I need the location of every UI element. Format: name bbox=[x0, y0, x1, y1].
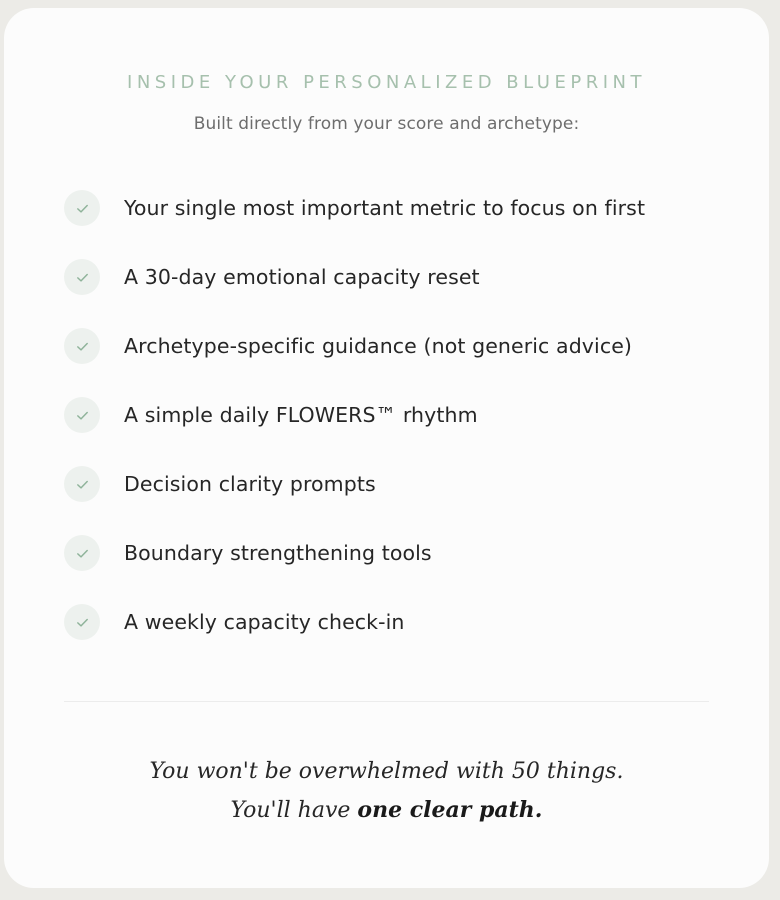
closing-line-1: You won't be overwhelmed with 50 things. bbox=[149, 759, 624, 784]
divider bbox=[64, 701, 709, 702]
list-item-label: Your single most important metric to focus on first bbox=[124, 196, 646, 220]
list-item bbox=[64, 397, 645, 433]
check-icon bbox=[64, 190, 100, 226]
list-item bbox=[64, 190, 645, 226]
list-item bbox=[64, 604, 645, 640]
closing-statement bbox=[4, 752, 769, 830]
section-subtitle: Built directly from your score and archetype: bbox=[193, 114, 580, 134]
closing-emphasis: one clear path. bbox=[357, 797, 543, 823]
list-item bbox=[64, 259, 645, 295]
check-icon bbox=[64, 397, 100, 433]
list-item-label: A simple daily FLOWERS™ rhythm bbox=[124, 403, 478, 427]
blueprint-card bbox=[4, 8, 769, 888]
feature-list bbox=[64, 190, 645, 673]
closing-line-2 bbox=[4, 791, 769, 830]
check-icon bbox=[64, 604, 100, 640]
list-item bbox=[64, 466, 645, 502]
check-icon bbox=[64, 535, 100, 571]
list-item bbox=[64, 328, 645, 364]
list-item-label: Boundary strengthening tools bbox=[124, 541, 432, 565]
list-item-label: Archetype-specific guidance (not generic advice) bbox=[124, 334, 633, 358]
list-item bbox=[64, 535, 645, 571]
check-icon bbox=[64, 259, 100, 295]
list-item-label: Decision clarity prompts bbox=[124, 472, 376, 496]
check-icon bbox=[64, 466, 100, 502]
closing-line-2-prefix: You'll have bbox=[230, 798, 358, 823]
check-icon bbox=[64, 328, 100, 364]
list-item-label: A 30-day emotional capacity reset bbox=[124, 265, 480, 289]
section-eyebrow: INSIDE YOUR PERSONALIZED BLUEPRINT bbox=[127, 72, 646, 93]
list-item-label: A weekly capacity check-in bbox=[124, 610, 405, 634]
